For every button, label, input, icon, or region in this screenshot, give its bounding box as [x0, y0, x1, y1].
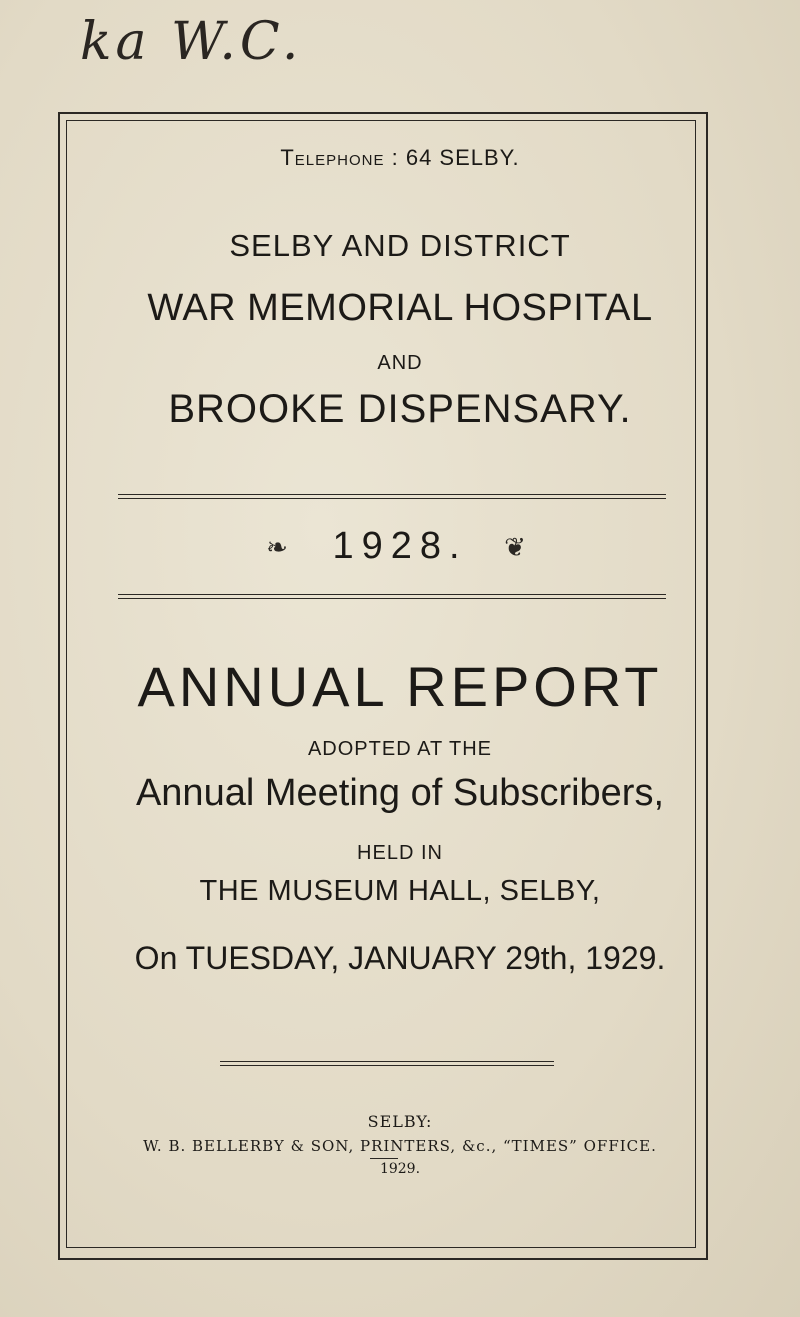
institution-line-3: BROOKE DISPENSARY.	[168, 387, 632, 431]
institution-conjunction: AND	[377, 352, 423, 374]
meeting-line: Annual Meeting of Subscribers,	[135, 772, 665, 814]
telephone-number: 64 SELBY.	[405, 145, 520, 170]
fleuron-left-icon: ❧	[266, 532, 296, 563]
divider-middle	[118, 594, 666, 599]
report-year: 1928.	[332, 525, 468, 567]
telephone-line	[0, 145, 800, 171]
printer-name: W. B. BELLERBY & SON, PRINTERS, &c., “TIMES” OFFICE.	[143, 1137, 657, 1155]
divider-bottom	[220, 1061, 554, 1066]
institution-line-1: SELBY AND DISTRICT	[229, 228, 571, 263]
report-title: ANNUAL REPORT	[137, 655, 663, 718]
adopted-line: ADOPTED AT THE	[307, 738, 493, 760]
fleuron-right-icon: ❦	[504, 532, 534, 563]
meeting-date: On TUESDAY, JANUARY 29th, 1929.	[134, 940, 666, 976]
venue-line: THE MUSEUM HALL, SELBY,	[199, 875, 601, 907]
printer-year: 1929.	[379, 1161, 421, 1177]
telephone-label: Telephone :	[280, 145, 399, 170]
held-in-line: HELD IN	[357, 842, 443, 864]
institution-line-2: WAR MEMORIAL HOSPITAL	[147, 287, 653, 329]
printer-place: SELBY:	[367, 1112, 433, 1131]
divider-top	[118, 494, 666, 499]
handwritten-note: ka W.C.	[80, 12, 303, 72]
year-line	[0, 525, 800, 568]
printer-rule	[370, 1158, 398, 1159]
